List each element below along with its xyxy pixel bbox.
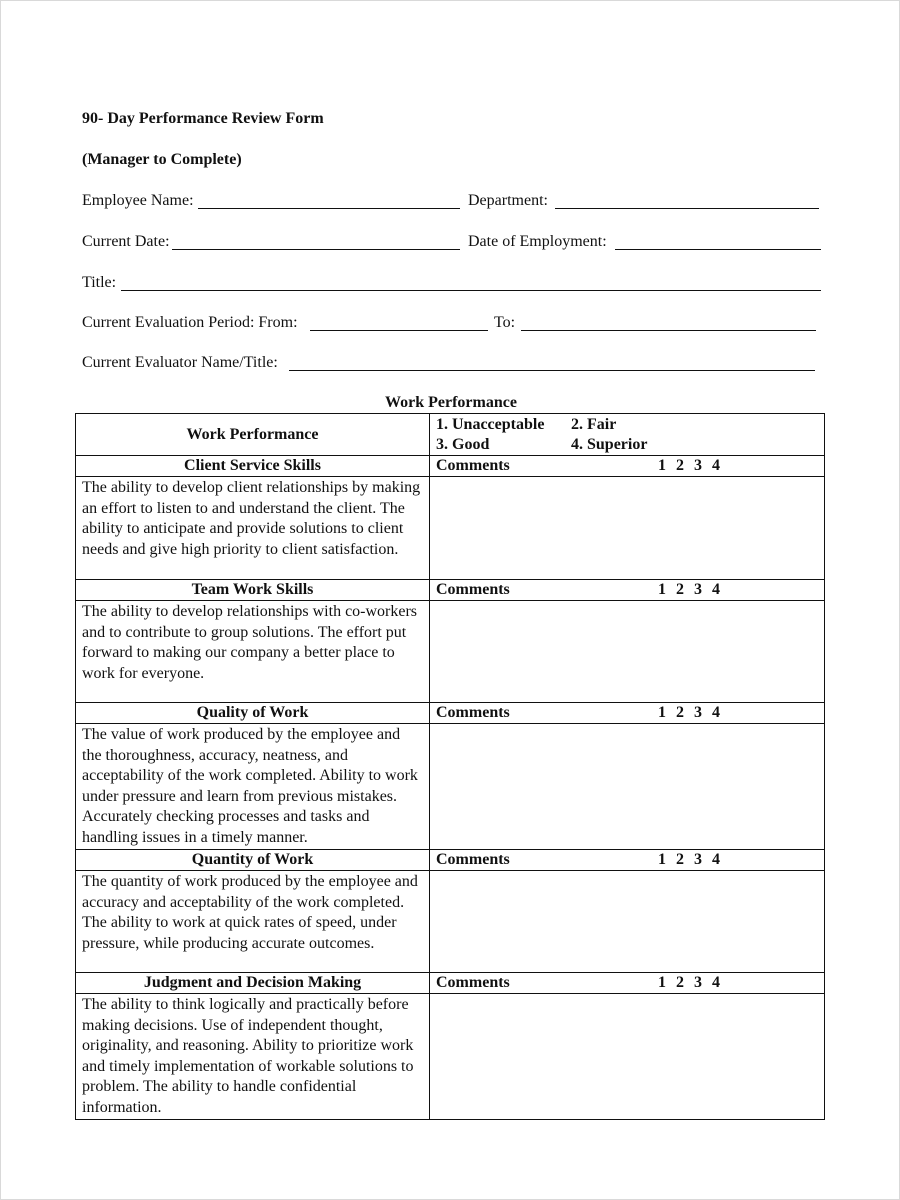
eval-period-to-field[interactable] — [521, 330, 816, 331]
table-caption: Work Performance — [385, 394, 517, 411]
comments-header — [430, 703, 825, 724]
rating-numbers[interactable]: 1 2 3 4 — [658, 974, 720, 991]
scale-unacceptable: 1. Unacceptable — [436, 416, 545, 433]
section-description: The value of work produced by the employee and the thoroughness, accuracy, neatness, and acceptability of the work completed. Ability to work under pressure and learn from previous mistakes. Accurately checking processes and tasks and handling issues in a timely manner. — [76, 724, 430, 850]
comments-header — [430, 580, 825, 601]
section-header-row — [76, 580, 825, 601]
rating-numbers[interactable]: 1 2 3 4 — [658, 704, 720, 721]
comments-cell[interactable] — [430, 871, 825, 973]
comments-cell[interactable] — [430, 601, 825, 703]
rating-numbers[interactable]: 1 2 3 4 — [658, 457, 720, 474]
form-subtitle: (Manager to Complete) — [82, 151, 242, 168]
comments-header — [430, 456, 825, 477]
section-title-judgment: Judgment and Decision Making — [76, 973, 430, 994]
scale-good: 3. Good — [436, 436, 490, 453]
rating-scale — [430, 414, 825, 456]
section-header-row — [76, 456, 825, 477]
comments-label: Comments — [436, 581, 510, 598]
section-body-row — [76, 871, 825, 973]
section-title-quantity: Quantity of Work — [76, 850, 430, 871]
eval-period-from-label: Current Evaluation Period: From: — [82, 314, 298, 331]
section-title-team-work: Team Work Skills — [76, 580, 430, 601]
current-date-field[interactable] — [172, 249, 460, 250]
performance-table — [75, 413, 825, 1120]
comments-header — [430, 973, 825, 994]
section-header-row — [76, 703, 825, 724]
department-field[interactable] — [555, 208, 819, 209]
current-date-label: Current Date: — [82, 233, 170, 250]
eval-period-from-field[interactable] — [310, 330, 488, 331]
comments-cell[interactable] — [430, 724, 825, 850]
section-body-row — [76, 477, 825, 580]
department-label: Department: — [468, 192, 548, 209]
eval-period-to-label: To: — [494, 314, 516, 331]
section-description: The ability to develop relationships with co-workers and to contribute to group solutions. The effort put forward to making our company a better place to work for everyone. — [76, 601, 430, 703]
table-header-row — [76, 414, 825, 456]
section-title-quality: Quality of Work — [76, 703, 430, 724]
date-of-employment-label: Date of Employment: — [468, 233, 607, 250]
comments-label: Comments — [436, 457, 510, 474]
title-field[interactable] — [121, 290, 821, 291]
section-body-row — [76, 724, 825, 850]
comments-label: Comments — [436, 704, 510, 721]
section-description: The ability to think logically and practically before making decisions. Use of independent thought, originality, and reasoning. Ability to prioritize work and timely implementation of workable solutions to problem. The ability to handle confidential information. — [76, 994, 430, 1120]
comments-cell[interactable] — [430, 994, 825, 1120]
evaluator-label: Current Evaluator Name/Title: — [82, 354, 278, 371]
employee-name-field[interactable] — [198, 208, 460, 209]
section-description: The ability to develop client relationships by making an effort to listen to and understand the client. The ability to anticipate and provide solutions to client needs and give high priority to client satisfaction. — [76, 477, 430, 580]
date-of-employment-field[interactable] — [615, 249, 821, 250]
employee-name-label: Employee Name: — [82, 192, 194, 209]
section-body-row — [76, 601, 825, 703]
form-title: 90- Day Performance Review Form — [82, 110, 324, 127]
section-header-row — [76, 850, 825, 871]
comments-label: Comments — [436, 974, 510, 991]
section-description: The quantity of work produced by the employee and accuracy and acceptability of the work completed. The ability to work at quick rates of speed, under pressure, while producing accurate outcomes. — [76, 871, 430, 973]
rating-numbers[interactable]: 1 2 3 4 — [658, 851, 720, 868]
section-body-row — [76, 994, 825, 1120]
comments-label: Comments — [436, 851, 510, 868]
section-header-row — [76, 973, 825, 994]
comments-header — [430, 850, 825, 871]
rating-numbers[interactable]: 1 2 3 4 — [658, 581, 720, 598]
section-title-client-service: Client Service Skills — [76, 456, 430, 477]
header-work-performance: Work Performance — [76, 414, 430, 456]
title-label: Title: — [82, 274, 117, 291]
comments-cell[interactable] — [430, 477, 825, 580]
evaluator-field[interactable] — [289, 370, 815, 371]
scale-fair: 2. Fair — [571, 416, 617, 433]
scale-superior: 4. Superior — [571, 436, 648, 453]
